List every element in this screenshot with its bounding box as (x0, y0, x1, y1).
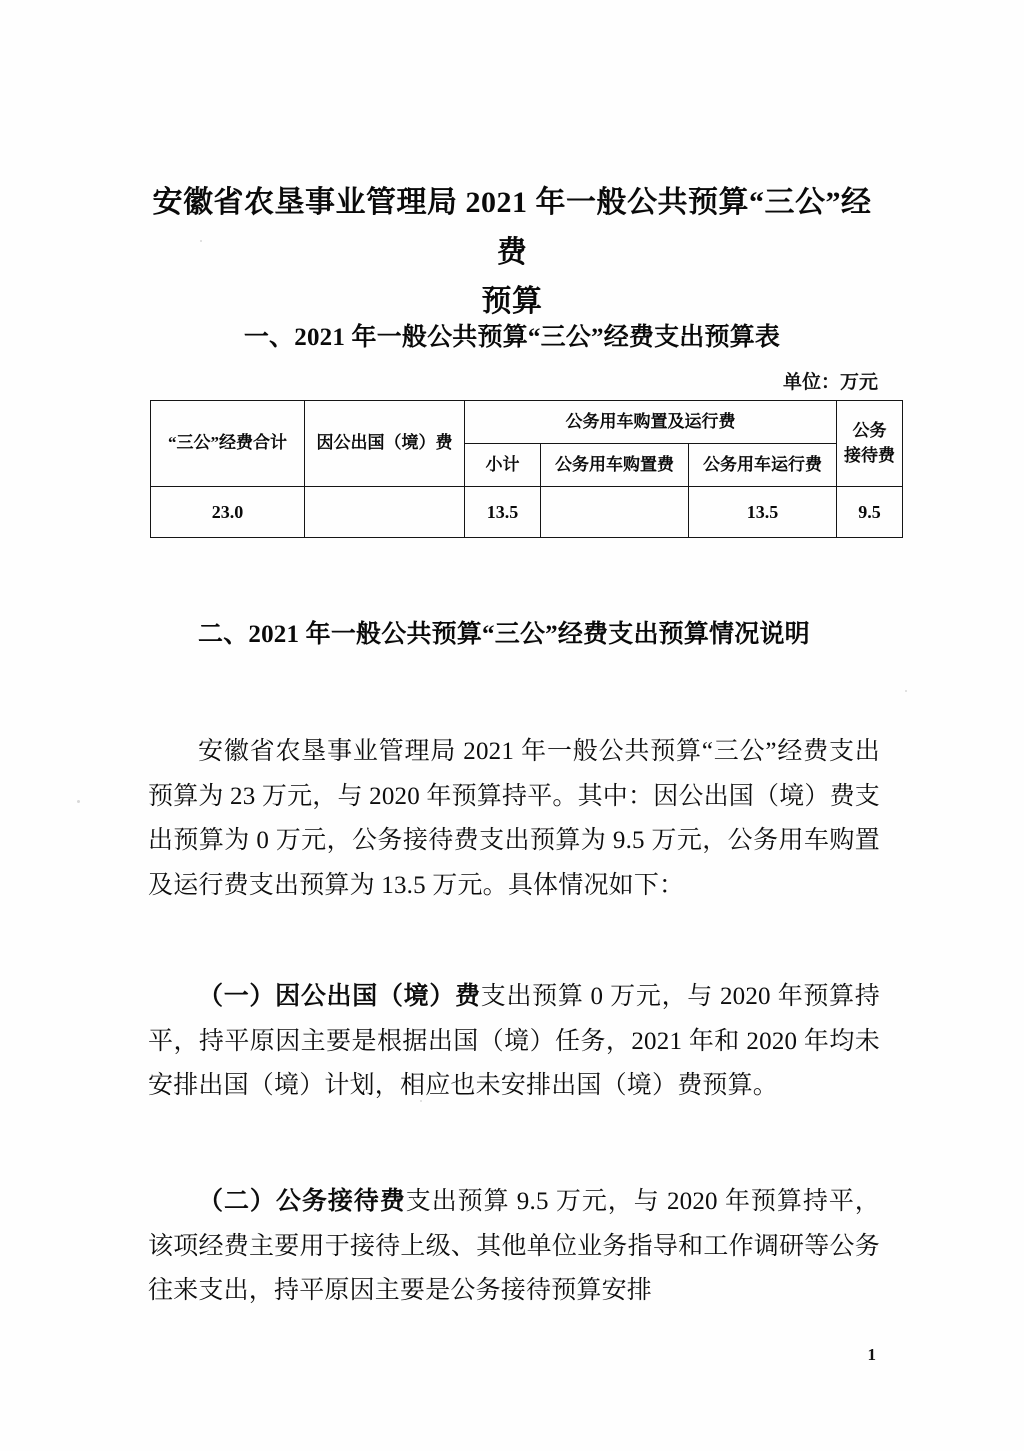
header-official-reception-line-1: 公务 (852, 420, 887, 440)
cell-vehicle-purchase (541, 487, 689, 538)
paragraph-item-two (148, 1180, 880, 1314)
cell-abroad-travel (305, 487, 465, 538)
cell-vehicle-subtotal: 13.5 (465, 487, 541, 538)
table-unit-label: 单位：万元 (782, 372, 878, 393)
table-header-row-1 (151, 401, 903, 444)
header-vehicle-subtotal: 小计 (465, 444, 541, 487)
document-title-line-1: 安徽省农垦事业管理局 2021 年一般公共预算“三公”经费 (152, 186, 872, 269)
paragraph-item-two-text: 支出预算 9.5 万元，与 2020 年预算持平，该项经费主要用于接待上级、其他单位业务指导和工作调研等公务往来支出，持平原因主要是公务接待预算安排 (148, 1188, 880, 1304)
paragraph-item-one (148, 975, 880, 1109)
paragraph-item-one-text: 支出预算 0 万元，与 2020 年预算持平，持平原因主要是根据出国（境）任务，2021 年和 2020 年均未安排出国（境）计划，相应也未安排出国（境）费预算。 (148, 983, 881, 1099)
header-abroad-travel: 因公出国（境）费 (305, 401, 465, 487)
page-number: 1 (867, 1345, 876, 1364)
header-vehicle-purchase: 公务用车购置费 (541, 444, 689, 487)
table-header (151, 401, 903, 487)
cell-total: 23.0 (151, 487, 305, 538)
header-vehicle-group: 公务用车购置及运行费 (465, 401, 837, 444)
section-two-heading: 二、2021 年一般公共预算“三公”经费支出预算情况说明 (198, 621, 810, 648)
document-title (148, 178, 876, 327)
scan-speckle (77, 800, 80, 803)
paragraph-item-two-lead: （二）公务接待费 (198, 1188, 406, 1215)
header-official-reception-line-2: 接待费 (844, 445, 896, 465)
cell-official-reception: 9.5 (837, 487, 903, 538)
three-public-budget-table (150, 400, 903, 538)
paragraph-intro (148, 730, 880, 908)
paragraph-intro-text: 安徽省农垦事业管理局 2021 年一般公共预算“三公”经费支出预算为 23 万元，与 2020 年预算持平。其中：因公出国（境）费支出预算为 0 万元，公务接待费支出预算为 9.5 万元，公务用车购置及运行费支出预算为 13.5 万元。具体情况如下： (148, 738, 881, 899)
table-row (151, 487, 903, 538)
paragraph-item-one-lead: （一）因公出国（境）费 (198, 983, 481, 1010)
header-official-reception (837, 401, 903, 487)
scan-speckle (905, 690, 907, 692)
document-title-line-2: 预算 (481, 285, 543, 318)
table-body (151, 487, 903, 538)
header-total: “三公”经费合计 (151, 401, 305, 487)
section-one-heading: 一、2021 年一般公共预算“三公”经费支出预算表 (243, 324, 781, 351)
header-vehicle-operation: 公务用车运行费 (689, 444, 837, 487)
cell-vehicle-operation: 13.5 (689, 487, 837, 538)
